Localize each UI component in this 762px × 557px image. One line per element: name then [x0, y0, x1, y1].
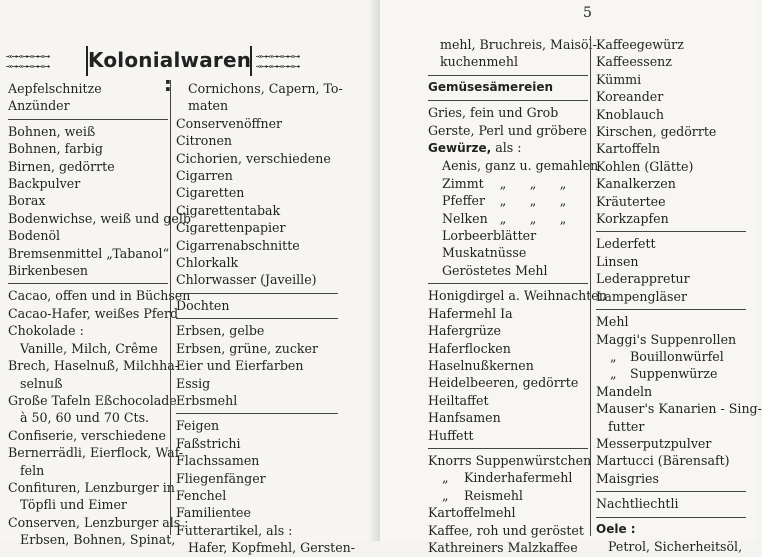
list-item: Bernerrädli, Eierflock, Waf- [8, 445, 184, 461]
list-item: Chlorkalk [176, 255, 239, 271]
list-item: Mauser's Kanarien - Sing- [596, 401, 762, 417]
list-item: Korkzapfen [596, 211, 669, 227]
list-item: Kanalkerzen [596, 176, 676, 192]
list-item: Petrol, Sicherheitsöl, [608, 538, 743, 554]
page-heading: Kolonialwaren : [88, 48, 252, 96]
list-item: mehl, Bruchreis, Maisöl- [440, 37, 597, 52]
list-item: Lorbeerblätter [442, 228, 537, 244]
list-item: Lampengläser [596, 288, 687, 304]
heading-ornament-right: ⊸⊶⊸⊶⊸⊶⊸⊶ [256, 52, 300, 61]
list-item: Knorrs Suppenwürstchen [428, 452, 592, 468]
divider [428, 448, 588, 449]
list-item: Aepfelschnitze [8, 81, 102, 96]
list-item: Borax [8, 193, 46, 209]
list-item: Kräutertee [596, 193, 666, 209]
list-item: Aenis, ganz u. gemahlen [442, 158, 599, 174]
list-item: Muskatnüsse [442, 245, 527, 261]
list-item: Familientee [176, 505, 251, 521]
list-item: Huffett [428, 427, 474, 443]
list-item: Lederfett [596, 236, 656, 252]
divider [428, 283, 588, 284]
divider [596, 309, 746, 310]
list-item: Citronen [176, 133, 233, 149]
list-item: Knoblauch [596, 106, 664, 122]
divider [596, 231, 746, 232]
list-item: Martucci (Bärensaft) [596, 453, 730, 469]
list-item: Maggi's Suppenrollen [596, 331, 737, 347]
list-item: Heidelbeeren, gedörrte [428, 375, 579, 391]
list-item: Chlorwasser (Javeille) [176, 272, 317, 288]
list-item: Erbsen, grüne, zucker [176, 340, 318, 356]
list-item: Nelken „ „ „ [442, 210, 567, 226]
list-item: Erbsen, gelbe [176, 323, 265, 339]
list-item: Anzünder [8, 98, 70, 114]
list-item: Linsen [596, 253, 639, 269]
column-separator [590, 36, 591, 536]
list-item: Birkenbesen [8, 263, 89, 279]
divider [596, 517, 746, 518]
right-column-2 [596, 36, 762, 555]
list-item: Confituren, Lenzburger in [8, 479, 175, 495]
list-item: Cigarrenabschnitte [176, 237, 300, 253]
section-heading: Oele : [596, 521, 636, 536]
list-item: Kathreiners Malzkaffee [428, 539, 578, 555]
list-item: Conservenöffner [176, 115, 283, 131]
list-item: Nachtliechtli [596, 496, 679, 512]
list-item: Lederappretur [596, 271, 690, 287]
list-item: Große Tafeln Eßchocolade [8, 392, 177, 408]
list-item: Bremsenmittel „Tabanol“ [8, 245, 170, 261]
list-item: futter [608, 418, 645, 434]
list-item: Cigarettentabak [176, 202, 281, 218]
divider [176, 318, 338, 319]
list-item: Gerste, Perl und gröbere [428, 122, 587, 138]
divider [8, 119, 168, 120]
list-item: Gries, fein und Grob [428, 105, 559, 121]
heading-ornament-left-2: ⊸⊶⊸⊶⊸⊶⊸⊶ [6, 62, 50, 71]
divider [8, 283, 168, 284]
divider [176, 413, 338, 414]
list-item: Töpfli und Eimer [20, 497, 127, 513]
list-item: Erbsen, Bohnen, Spinat, [20, 532, 176, 548]
list-item: Kartoffelmehl [428, 505, 516, 521]
list-item: Maisgries [596, 470, 659, 486]
list-item: Kaffee, roh und geröstet [428, 522, 584, 538]
list-item: Brech, Haselnuß, Milchha- [8, 358, 179, 374]
list-item: Bodenwichse, weiß und gelb [8, 210, 191, 226]
list-item: Fenchel [176, 487, 227, 503]
page-number: 5 [583, 5, 592, 21]
list-item: „ Kinderhafermehl [442, 470, 573, 486]
list-item: „ Suppenwürze [610, 366, 718, 382]
list-item: „ Reismehl [442, 487, 523, 503]
list-item: Kirschen, gedörrte [596, 124, 717, 140]
list-item: Dochten [176, 297, 230, 313]
list-item: Backpulver [8, 176, 81, 192]
list-item: Cacao, offen und in Büchsen [8, 288, 191, 304]
list-item: Pfeffer „ „ „ [442, 193, 567, 209]
list-item: Heiltaffet [428, 392, 489, 408]
list-item: Cacao-Hafer, weißes Pferd [8, 305, 179, 321]
list-item: Haferflocken [428, 340, 511, 356]
list-item: Cigarettenpapier [176, 220, 286, 236]
list-item: Essig [176, 375, 211, 391]
list-item: Chokolade : [8, 323, 84, 339]
right-column-1 [428, 36, 607, 556]
left-column-2 [176, 80, 356, 557]
list-item: Messerputzpulver [596, 435, 712, 451]
list-item: „ Bouillonwürfel [610, 348, 724, 364]
list-item: Kartoffeln [596, 141, 661, 157]
list-item: Bohnen, weiß [8, 123, 96, 139]
list-item: feln [20, 462, 45, 478]
list-item: Hanfsamen [428, 410, 501, 426]
list-item: Haselnußkernen [428, 357, 534, 373]
list-item: kuchenmehl [440, 54, 519, 70]
list-item: Cornichons, Capern, To- [188, 81, 343, 96]
section-heading: Gemüsesämereien [428, 79, 554, 94]
heading-ornament-left: ⊸⊶⊸⊶⊸⊶⊸⊶ [6, 52, 50, 61]
list-item: Cichorien, verschiedene [176, 150, 331, 166]
list-item: selnuß [20, 375, 63, 391]
list-item: Bohnen, farbig [8, 141, 103, 157]
divider [596, 491, 746, 492]
list-item: Bodenöl [8, 228, 61, 244]
list-item: Hafer, Kopfmehl, Gersten- [188, 540, 356, 556]
list-item: Zimmt „ „ „ [442, 175, 567, 191]
divider [176, 293, 338, 294]
divider [428, 75, 588, 76]
list-item: Mehl [596, 314, 629, 330]
list-item: Faßstrichi [176, 435, 241, 451]
list-item: Flachssamen [176, 453, 260, 469]
list-item: à 50, 60 und 70 Cts. [20, 410, 150, 426]
list-item: Cigarren [176, 168, 233, 184]
list-item: Koreander [596, 89, 664, 105]
divider [428, 100, 588, 101]
heading-ornament-right-2: ⊸⊶⊸⊶⊸⊶⊸⊶ [256, 62, 300, 71]
list-item: Conserven, Lenzburger als : [8, 514, 189, 530]
list-item: Hafermehl Ia [428, 305, 513, 321]
list-item: Fliegenfänger [176, 470, 266, 486]
list-item: Feigen [176, 418, 220, 434]
list-item: Hafergrüze [428, 323, 501, 339]
list-item: Cigaretten [176, 185, 245, 201]
list-item: Kohlen (Glätte) [596, 158, 694, 174]
left-page [0, 0, 378, 556]
column-separator [170, 80, 171, 535]
list-item: Futterartikel, als : [176, 522, 293, 538]
list-item: Honigdirgel a. Weihnachten [428, 288, 607, 304]
list-item: Geröstetes Mehl [442, 262, 548, 278]
list-item: Kümmi [596, 71, 642, 87]
list-item: Kaffeessenz [596, 54, 672, 70]
list-item: Mandeln [596, 383, 653, 399]
list-item: Birnen, gedörrte [8, 158, 115, 174]
list-item: Erbsmehl [176, 392, 238, 408]
section-heading-suffix: als : [495, 140, 522, 156]
list-item: Kaffeegewürz [596, 37, 684, 52]
section-heading: Gewürze, [428, 141, 492, 156]
list-item: maten [188, 98, 229, 114]
list-item: Eier und Eierfarben [176, 358, 304, 374]
list-item: Vanille, Milch, Crême [20, 340, 158, 356]
left-column-1 [8, 80, 191, 549]
list-item: Confiserie, verschiedene [8, 427, 166, 443]
